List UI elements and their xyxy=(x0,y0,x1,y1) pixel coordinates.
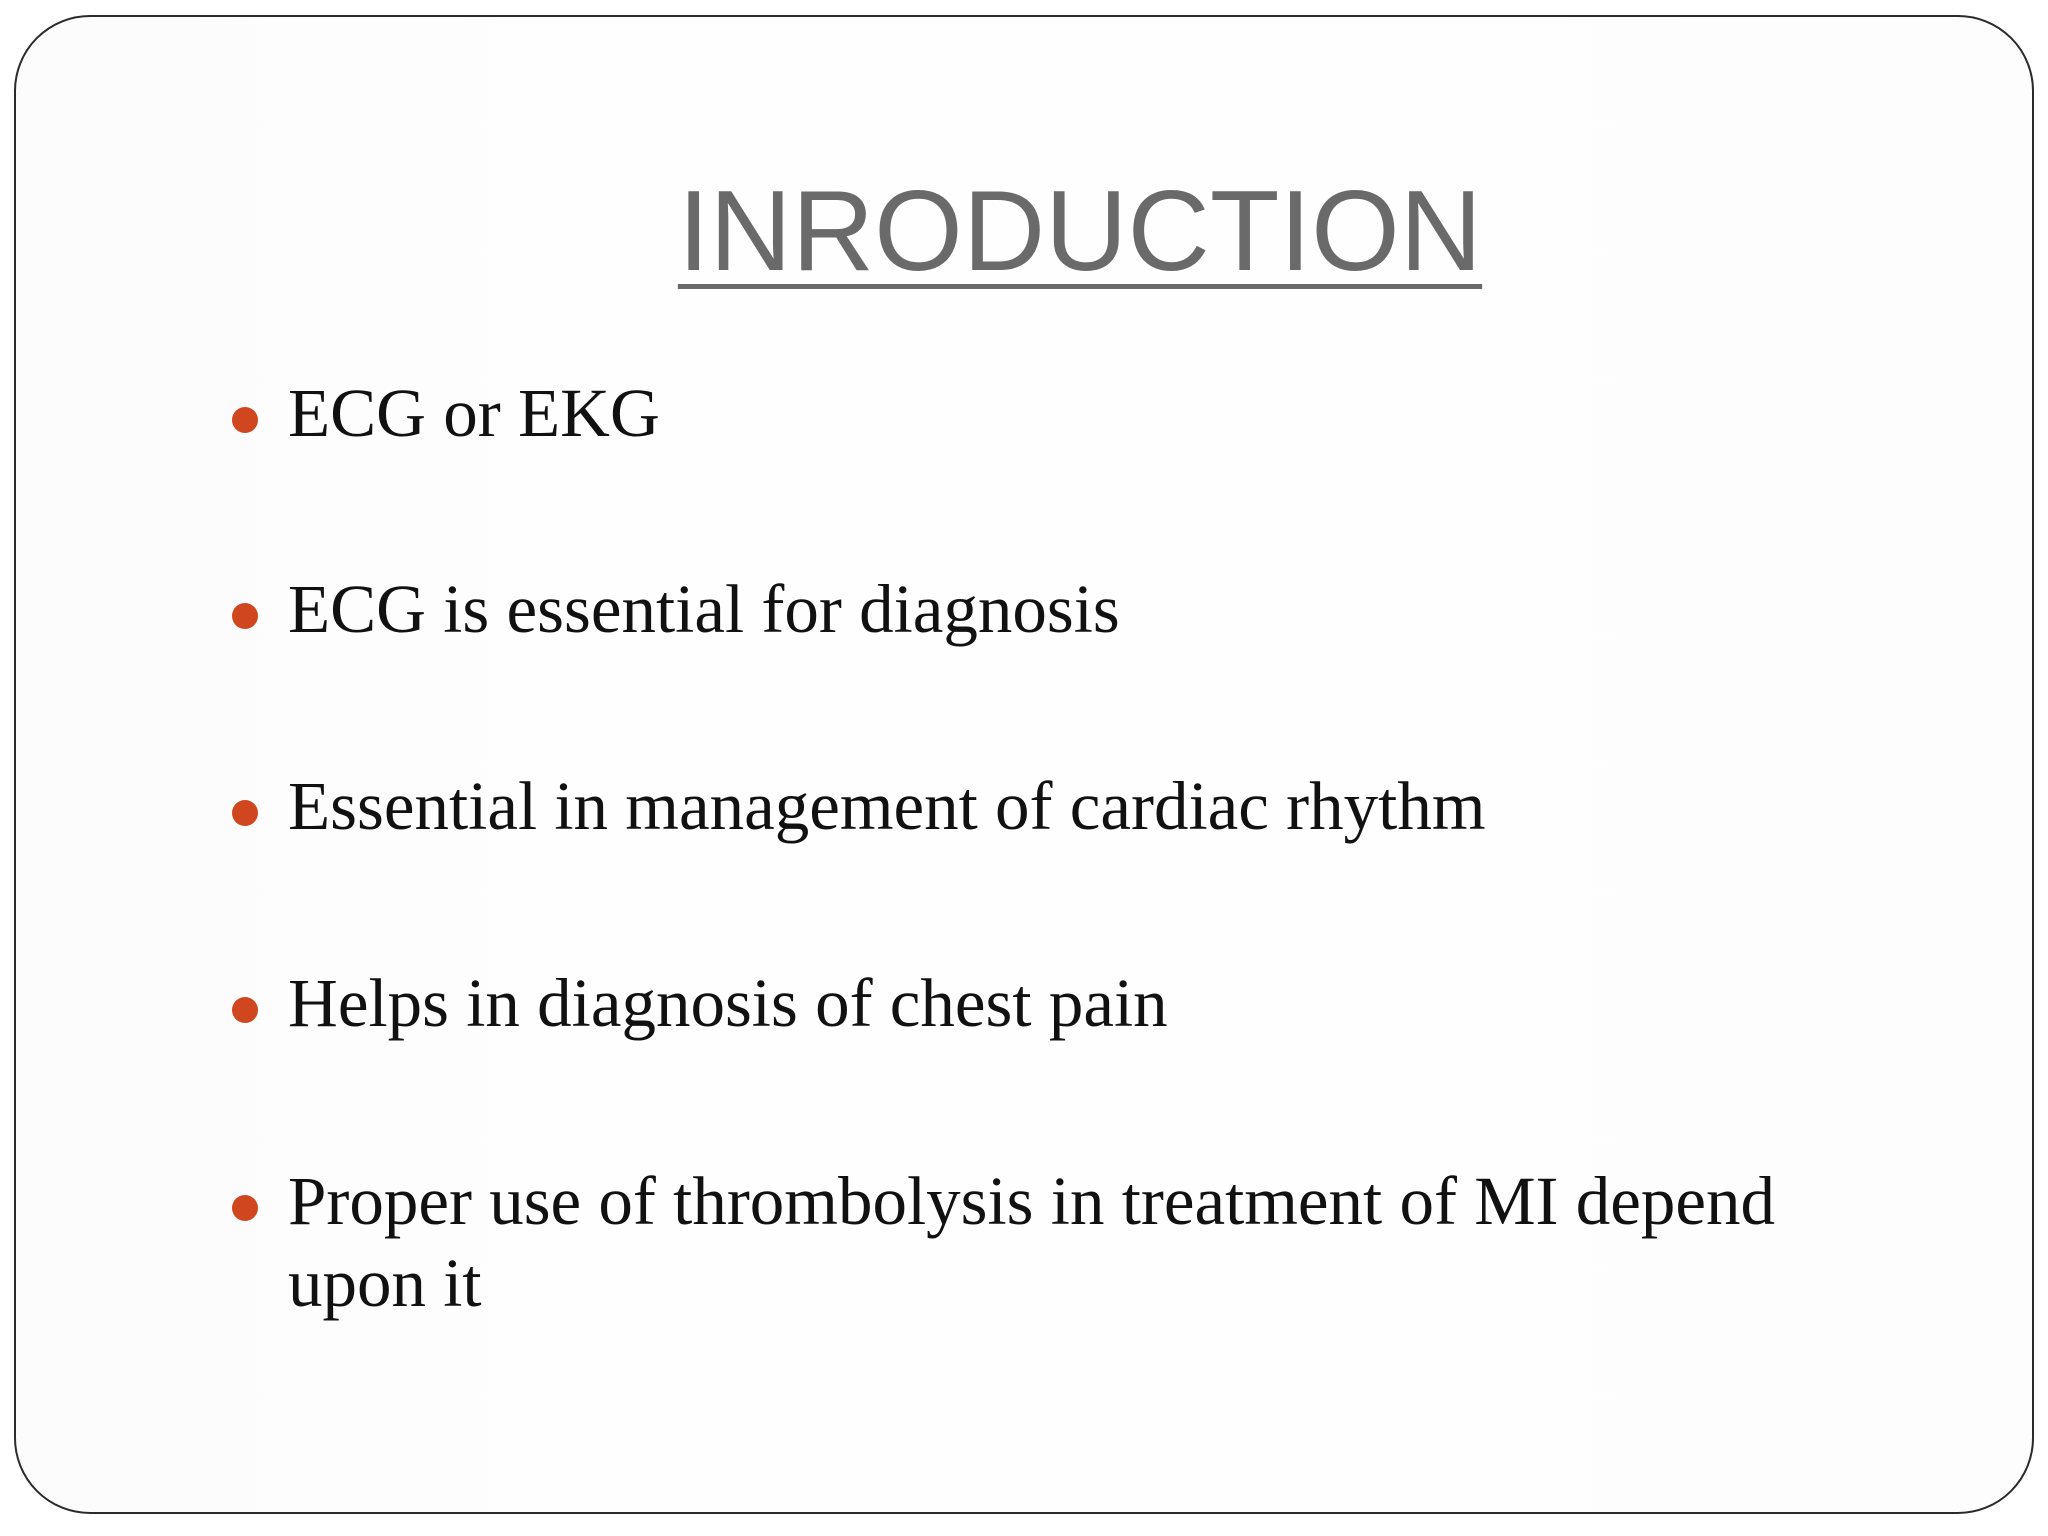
slide-title: INRODUCTION xyxy=(677,168,1483,295)
bullet-dot-icon xyxy=(232,407,258,433)
bullet-dot-icon xyxy=(232,603,258,629)
bullet-item xyxy=(232,1160,1892,1324)
bullet-dot-icon xyxy=(232,997,258,1023)
bullet-dot-icon xyxy=(232,1195,258,1221)
bullet-item xyxy=(232,765,1892,847)
bullet-item xyxy=(232,962,1892,1044)
bullet-text: Helps in diagnosis of chest pain xyxy=(288,965,1168,1041)
bullet-dot-icon xyxy=(232,800,258,826)
bullet-text: Essential in management of cardiac rhythm xyxy=(288,768,1486,844)
bullet-text: ECG or EKG xyxy=(288,375,660,451)
bullet-text: Proper use of thrombolysis in treatment of MI depend upon it xyxy=(288,1163,1776,1321)
bullet-item xyxy=(232,568,1892,650)
bullet-text: ECG is essential for diagnosis xyxy=(288,571,1120,647)
bullet-item xyxy=(232,372,1892,454)
